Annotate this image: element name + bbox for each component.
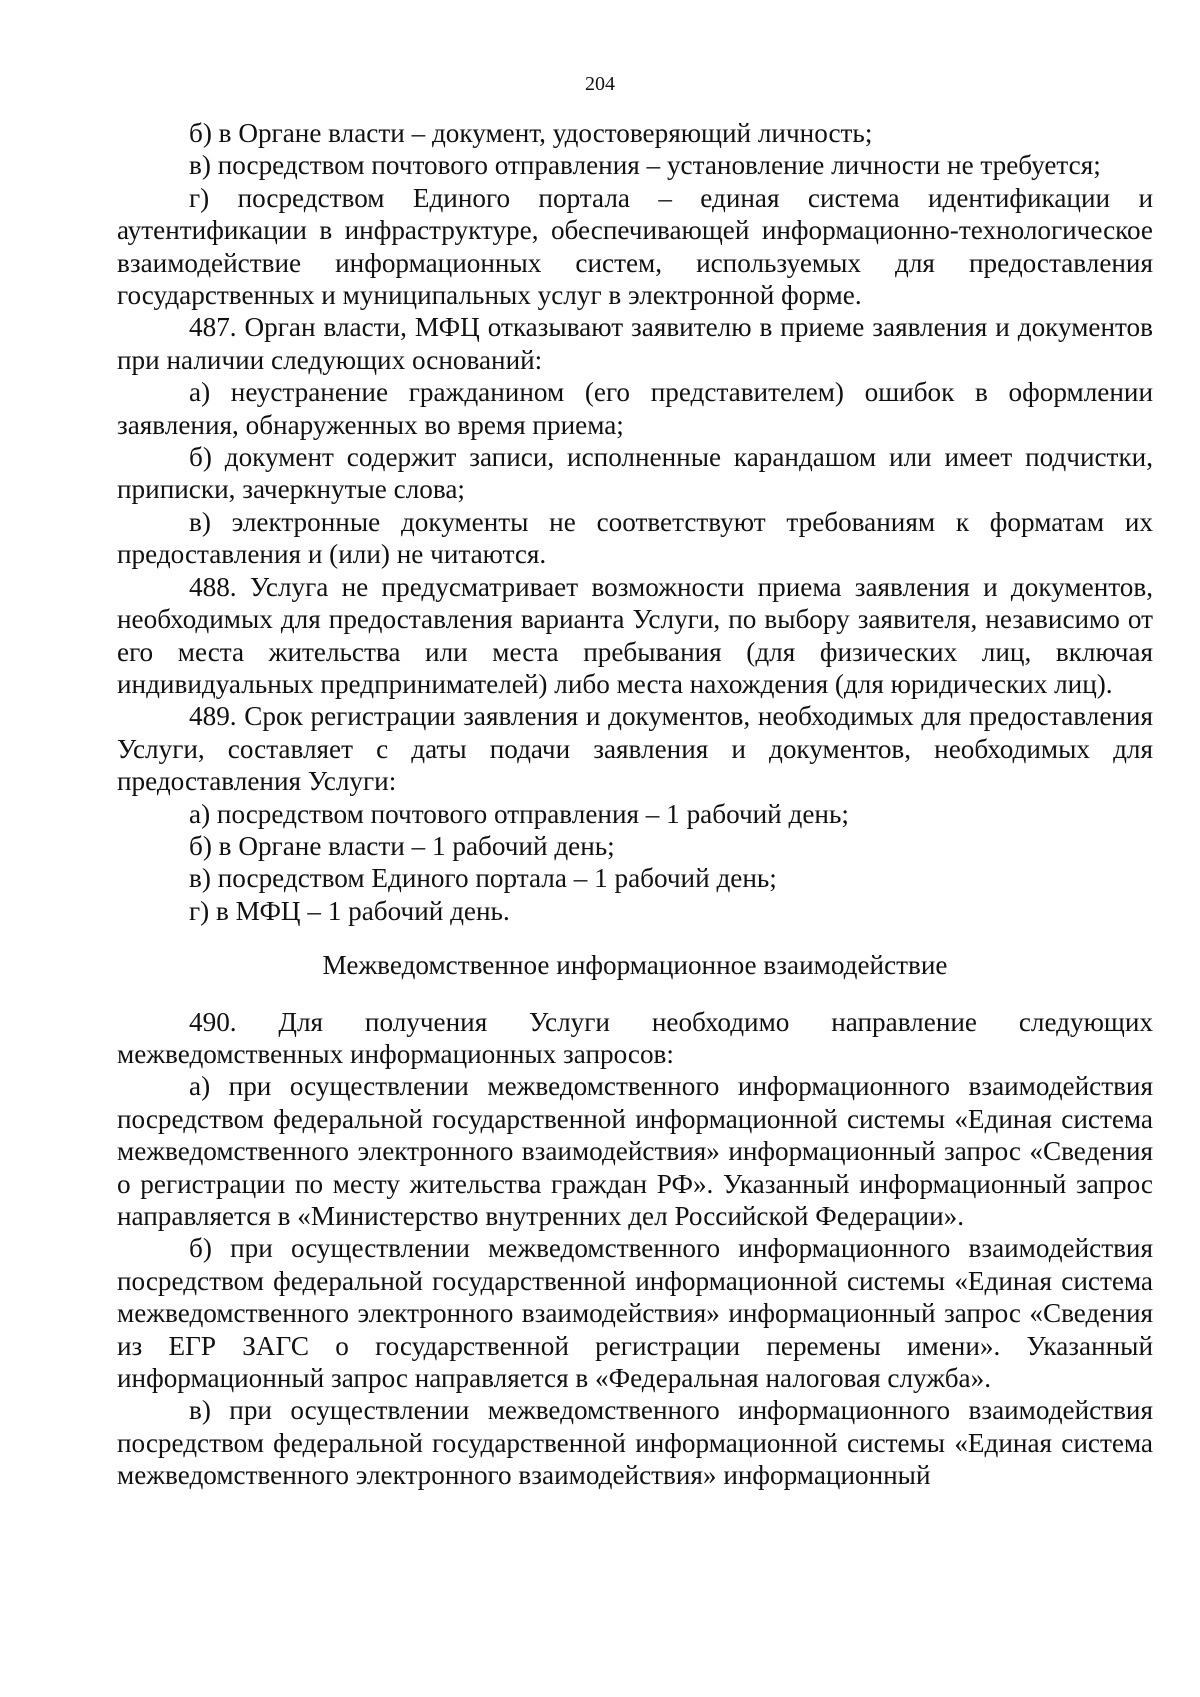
paragraph-487-v: в) электронные документы не соответствуют требованиям к форматам их предоставления и (или) не читаются.	[117, 506, 1153, 570]
paragraph-490-v: в) при осуществлении межведомственного информационного взаимодействия посредством федеральной государственной информационной системы «Единая система межведомственного электронного взаимодействия» информационный	[117, 1395, 1153, 1491]
paragraph-487-b: б) документ содержит записи, исполненные карандашом или имеет подчистки, приписки, зачеркнутые слова;	[117, 442, 1153, 505]
paragraph-item-b-identity: б) в Органе власти – документ, удостоверяющий личность;	[189, 118, 873, 148]
paragraph-489-g: г) в МФЦ – 1 рабочий день.	[189, 895, 510, 926]
section-heading: Межведомственное информационное взаимодействие	[322, 950, 948, 981]
paragraph-489-b: б) в Органе власти – 1 рабочий день;	[189, 830, 615, 861]
paragraph-489: 489. Срок регистрации заявления и документов, необходимых для предоставления Услуги, составляет с даты подачи заявления и документов, необходимых для предоставления Услуги:	[117, 701, 1153, 797]
paragraph-489-a: а) посредством почтового отправления – 1 рабочий день;	[189, 798, 849, 829]
document-body	[117, 117, 1153, 1492]
paragraph-490-b: б) при осуществлении межведомственного информационного взаимодействия посредством федеральной государственной информационной системы «Единая система межведомственного электронного взаимодействия» информационный запрос «Сведения из ЕГР ЗАГС о государственной регистрации перемены имени». Указанный информационный запрос направляется в «Федеральная налоговая служба».	[117, 1233, 1153, 1394]
paragraph-item-v-postal: в) посредством почтового отправления – установление личности не требуется;	[189, 150, 1101, 181]
paragraph-489-v: в) посредством Единого портала – 1 рабочий день;	[189, 863, 777, 894]
paragraph-490-a: а) при осуществлении межведомственного информационного взаимодействия посредством федеральной государственной информационной системы «Единая система межведомственного электронного взаимодействия» информационный запрос «Сведения о регистрации по месту жительства граждан РФ». Указанный информационный запрос направляется в «Министерство внутренних дел Российской Федерации».	[117, 1071, 1153, 1231]
page-number: 204	[585, 73, 615, 95]
paragraph-488: 488. Услуга не предусматривает возможности приема заявления и документов, необходимых для предоставления варианта Услуги, по выбору заявителя, независимо от его места жительства или места пребывания (для физических лиц, включая индивидуальных предпринимателей) либо места нахождения (для юридических лиц).	[117, 571, 1153, 699]
paragraph-487: 487. Орган власти, МФЦ отказывают заявителю в приеме заявления и документов при наличии следующих оснований:	[117, 312, 1153, 375]
paragraph-490: 490. Для получения Услуги необходимо направление следующих межведомственных информационных запросов:	[117, 1006, 1153, 1069]
paragraph-487-a: а) неустранение гражданином (его представителем) ошибок в оформлении заявления, обнаруженных во время приема;	[117, 377, 1153, 440]
paragraph-item-g-portal: г) посредством Единого портала – единая система идентификации и аутентификации в инфраструктуре, обеспечивающей информационно-технологическое взаимодействие информационных систем, используемых для предоставления государственных и муниципальных услуг в электронной форме.	[117, 182, 1153, 311]
